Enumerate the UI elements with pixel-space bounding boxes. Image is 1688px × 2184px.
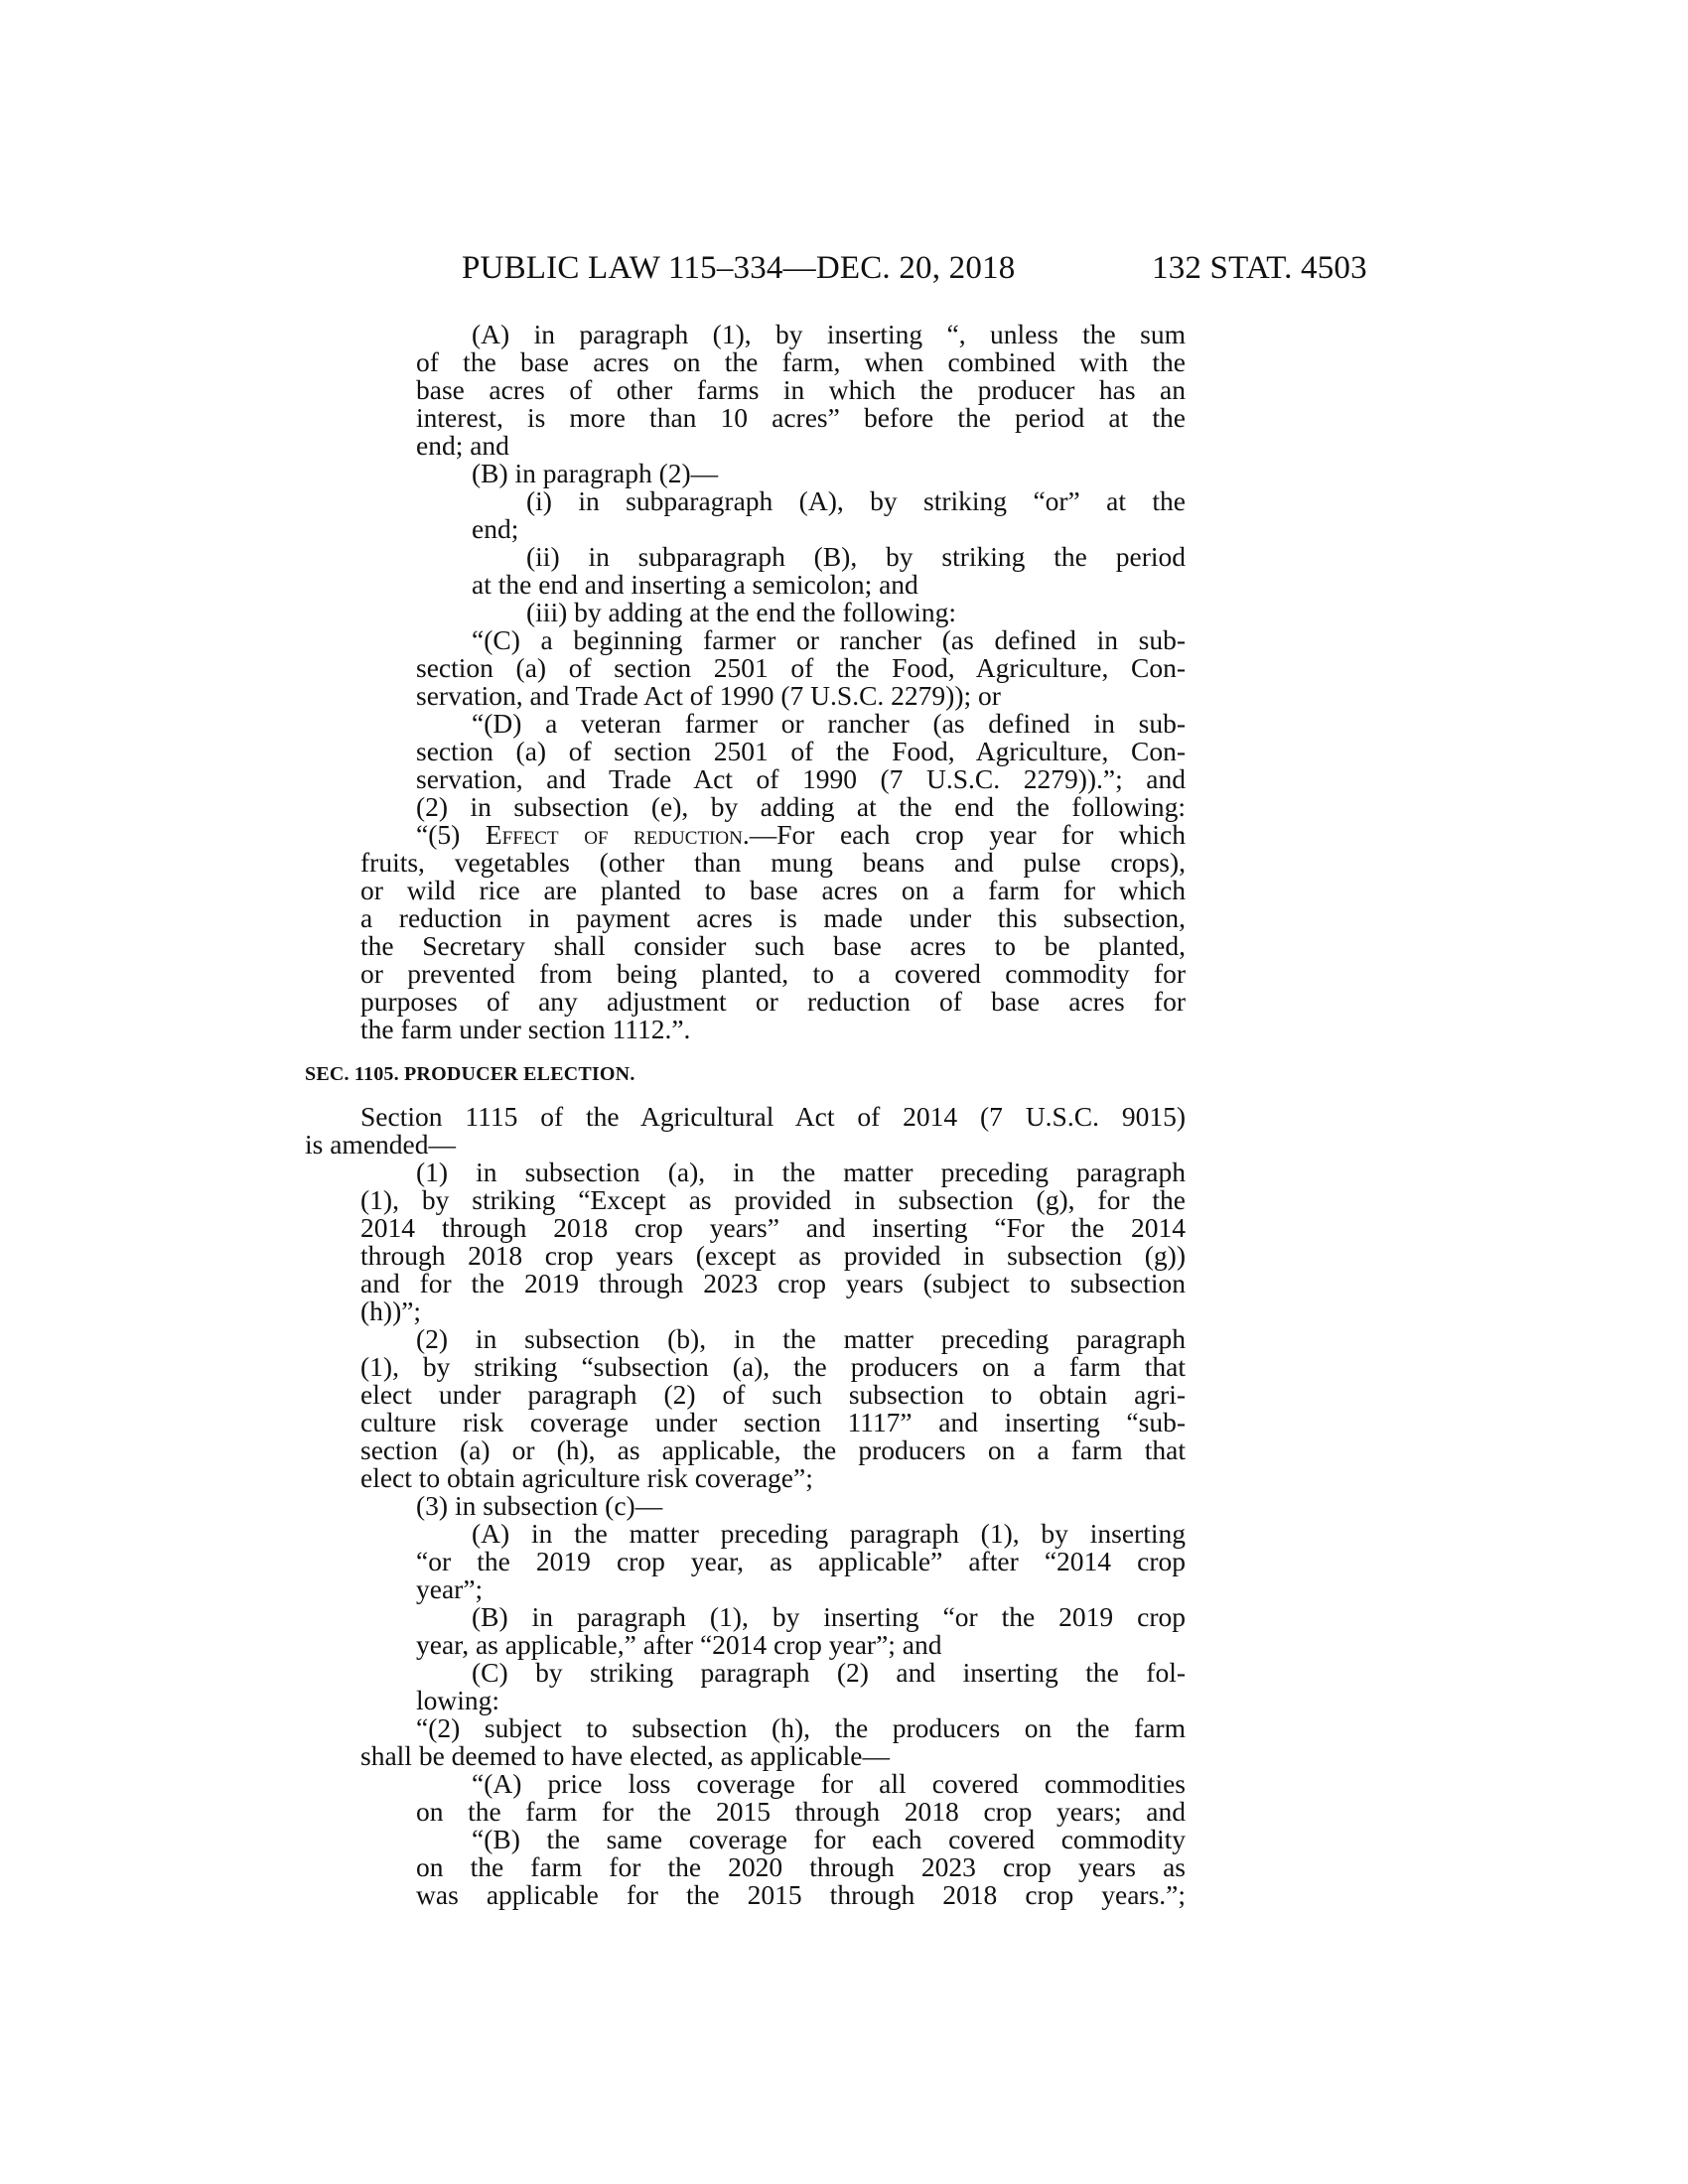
text-line: end; and [416, 430, 509, 461]
text-line: 2014 through 2018 crop years” and inserting “For the 2014 [360, 1212, 1186, 1243]
text-line: year”; [416, 1573, 484, 1604]
text-line: at the end and inserting a semicolon; and [472, 569, 918, 600]
text-line: (ii) in subparagraph (B), by striking the period [526, 541, 1186, 572]
text-line: purposes of any adjustment or reduction of base acres for [360, 986, 1186, 1017]
text-line [416, 821, 1186, 849]
text-line: lowing: [416, 1685, 500, 1715]
text-line: “(A) price loss coverage for all covered commodities [472, 1768, 1186, 1799]
text-line: and for the 2019 through 2023 crop years (subject to subsection [360, 1268, 1186, 1298]
text-line: (B) in paragraph (2)— [472, 458, 719, 488]
paragraph-heading: Effect of reduction [485, 819, 743, 850]
text-line: section (a) of section 2501 of the Food, Agriculture, Con- [416, 736, 1186, 766]
text-line: end; [472, 513, 519, 544]
text-line: section (a) or (h), as applicable, the producers on a farm that [360, 1434, 1186, 1465]
text-line: of the base acres on the farm, when combined with the [416, 346, 1186, 377]
text-line: culture risk coverage under section 1117” and inserting “sub- [360, 1407, 1186, 1437]
text-line: (1) in subsection (a), in the matter preceding paragraph [416, 1157, 1186, 1187]
text-line: through 2018 crop years (except as provided in subsection (g)) [360, 1240, 1186, 1271]
text-line: (A) in paragraph (1), by inserting “, unless the sum [472, 319, 1186, 349]
text-line: “(D) a veteran farmer or rancher (as defined in sub- [472, 708, 1186, 739]
text-line: or prevented from being planted, to a covered commodity for [360, 958, 1186, 989]
text-line: (C) by striking paragraph (2) and inserting the fol- [472, 1657, 1186, 1688]
text-line: (A) in the matter preceding paragraph (1), by inserting [472, 1518, 1186, 1549]
text-line: (3) in subsection (c)— [416, 1490, 663, 1521]
running-header-stat: 132 STAT. 4503 [1152, 250, 1367, 286]
text-line-continuation: .—For each crop year for which [742, 819, 1186, 850]
text-line: fruits, vegetables (other than mung beans and pulse crops), [360, 847, 1186, 878]
running-header-title: PUBLIC LAW 115–334—DEC. 20, 2018 [462, 250, 1016, 286]
text-line: is amended— [305, 1129, 456, 1160]
text-line: (1), by striking “Except as provided in subsection (g), for the [360, 1184, 1186, 1215]
text-line: “(2) subject to subsection (h), the producers on the farm [416, 1712, 1186, 1743]
text-line: (B) in paragraph (1), by inserting “or the 2019 crop [472, 1601, 1186, 1632]
text-line: “or the 2019 crop year, as applicable” after “2014 crop [416, 1546, 1186, 1576]
text-line: elect to obtain agriculture risk coverage”; [360, 1462, 813, 1493]
text-line: was applicable for the 2015 through 2018 crop years.”; [416, 1879, 1186, 1910]
text-line: (i) in subparagraph (A), by striking “or” at the [526, 485, 1186, 516]
text-line: (2) in subsection (b), in the matter preceding paragraph [416, 1323, 1186, 1354]
text-line: interest, is more than 10 acres” before the period at the [416, 402, 1186, 433]
text-line: on the farm for the 2015 through 2018 crop years; and [416, 1796, 1186, 1827]
text-line: the farm under section 1112.”. [360, 1014, 691, 1044]
text-line: base acres of other farms in which the producer has an [416, 374, 1186, 405]
text-line: the Secretary shall consider such base acres to be planted, [360, 930, 1186, 961]
text-line: (h))”; [360, 1296, 422, 1326]
text-line: on the farm for the 2020 through 2023 crop years as [416, 1851, 1186, 1882]
paragraph-number: “(5) [416, 819, 461, 850]
text-line: (iii) by adding at the end the following: [526, 597, 957, 627]
text-line: “(B) the same coverage for each covered commodity [472, 1824, 1186, 1854]
text-line: servation, and Trade Act of 1990 (7 U.S.C. 2279)); or [416, 680, 1001, 711]
text-line: year, as applicable,” after “2014 crop year”; and [416, 1629, 942, 1660]
text-line: section (a) of section 2501 of the Food, Agriculture, Con- [416, 652, 1186, 683]
text-line: (2) in subsection (e), by adding at the end the following: [416, 791, 1186, 822]
text-line: elect under paragraph (2) of such subsection to obtain agri- [360, 1379, 1186, 1410]
text-line: Section 1115 of the Agricultural Act of 2014 (7 U.S.C. 9015) [360, 1101, 1186, 1132]
text-line: a reduction in payment acres is made under this subsection, [360, 902, 1186, 933]
section-heading: SEC. 1105. PRODUCER ELECTION. [305, 1063, 635, 1085]
text-line: servation, and Trade Act of 1990 (7 U.S.C. 2279)).”; and [416, 763, 1186, 794]
text-line: shall be deemed to have elected, as applicable— [360, 1740, 890, 1771]
text-line: or wild rice are planted to base acres on a farm for which [360, 875, 1186, 905]
text-line: “(C) a beginning farmer or rancher (as defined in sub- [472, 624, 1186, 655]
text-line: (1), by striking “subsection (a), the producers on a farm that [360, 1351, 1186, 1382]
